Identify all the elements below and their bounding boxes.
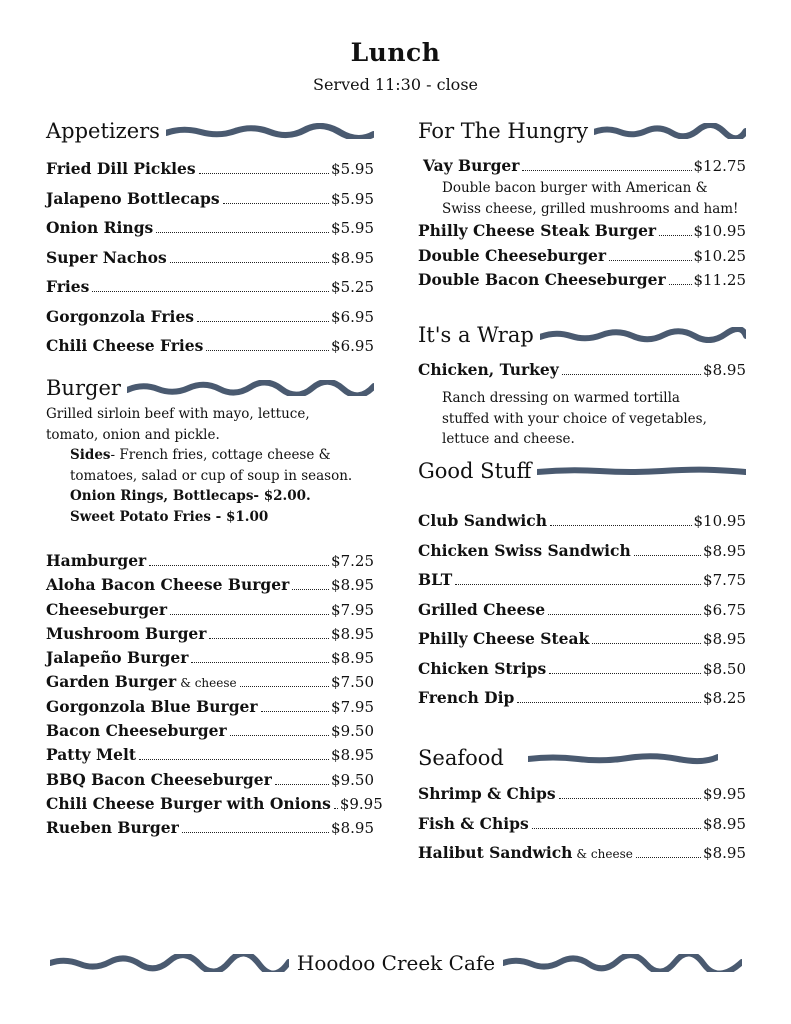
item-price: $8.50 — [703, 659, 746, 678]
dot-leader — [199, 173, 329, 174]
item-price: $6.75 — [703, 600, 746, 619]
dot-leader — [532, 828, 701, 829]
dot-leader — [609, 260, 691, 261]
item-price: $10.95 — [693, 222, 746, 241]
item-price: $9.95 — [339, 794, 383, 813]
item-name: Onion Rings — [46, 218, 154, 237]
dot-leader — [517, 702, 701, 703]
item-name: Jalapeño Burger — [46, 648, 189, 668]
menu-item — [418, 838, 746, 868]
item-name: Chili Cheese Burger with Onions — [46, 793, 331, 813]
sweet-potato-addon: Sweet Potato Fries - $1.00 — [70, 508, 269, 525]
item-name: Chicken, Turkey — [418, 360, 559, 379]
item-price: $8.95 — [331, 624, 374, 643]
page-title: Lunch — [350, 38, 441, 67]
wrap-heading: It's a Wrap — [418, 323, 534, 347]
dot-leader — [455, 584, 701, 585]
item-name: Philly Cheese Steak — [418, 629, 590, 648]
seafood-heading: Seafood — [418, 746, 504, 770]
menu-item — [46, 549, 374, 573]
menu-item — [46, 243, 374, 273]
item-price: $5.95 — [331, 160, 374, 178]
cafe-name: Hoodoo Creek Cafe — [296, 951, 496, 975]
menu-item — [418, 358, 746, 382]
item-price: $8.25 — [703, 689, 746, 707]
menu-item — [418, 506, 746, 536]
item-name: BLT — [418, 570, 453, 589]
item-price: $8.95 — [703, 844, 746, 862]
dot-leader — [191, 662, 329, 663]
item-price: $7.95 — [331, 600, 374, 619]
menu-item — [418, 683, 746, 713]
item-price: $10.95 — [693, 512, 746, 530]
onion-rings-addon: Onion Rings, Bottlecaps- $2.00. — [70, 488, 311, 504]
item-name: Garden Burger — [46, 672, 177, 692]
menu-item — [46, 816, 374, 840]
item-price: $8.95 — [703, 361, 746, 379]
item-price: $9.50 — [331, 722, 374, 741]
item-note: & cheese — [180, 676, 237, 691]
menu-item — [418, 654, 746, 684]
dot-leader — [562, 374, 701, 375]
vay-description: Double bacon burger with American & Swiss cheese, grilled mushrooms and ham! — [442, 180, 739, 217]
dot-leader — [261, 711, 329, 712]
footer — [50, 946, 742, 980]
seafood-list — [418, 779, 746, 868]
appetizers-list — [46, 154, 374, 361]
item-price: $8.95 — [331, 819, 374, 838]
dot-leader — [549, 673, 701, 674]
dot-leader — [149, 565, 329, 566]
wave-divider — [127, 380, 374, 396]
dot-leader — [223, 203, 329, 204]
item-name: Hamburger — [46, 551, 147, 570]
dot-leader — [209, 638, 329, 639]
item-name: Halibut Sandwich — [418, 843, 573, 862]
item-name: Fish & Chips — [418, 813, 529, 833]
menu-item — [46, 792, 383, 816]
dot-leader — [206, 350, 329, 351]
item-name: Double Bacon Cheeseburger — [418, 270, 666, 290]
dot-leader — [522, 170, 691, 171]
menu-item — [46, 768, 374, 792]
wave-divider — [166, 123, 374, 139]
dot-leader — [548, 614, 701, 615]
wave-divider — [594, 123, 746, 139]
wave-divider — [50, 954, 289, 972]
item-price: $7.25 — [331, 552, 374, 570]
wave-divider — [503, 954, 742, 972]
item-name: BBQ Bacon Cheeseburger — [46, 769, 272, 789]
item-name: Cheeseburger — [46, 599, 168, 619]
menu-item — [46, 331, 374, 361]
menu-item — [46, 646, 374, 670]
wave-divider — [540, 327, 746, 343]
menu-item — [418, 624, 746, 654]
item-name: Shrimp & Chips — [418, 784, 556, 803]
item-name: Grilled Cheese — [418, 599, 546, 619]
menu-item — [46, 154, 374, 184]
hungry-heading: For The Hungry — [418, 119, 589, 143]
item-name: Bacon Cheeseburger — [46, 721, 227, 741]
menu-item — [46, 573, 374, 597]
item-price: $7.75 — [703, 571, 746, 589]
item-price: $8.95 — [703, 541, 746, 560]
item-price: $8.95 — [703, 630, 746, 648]
dot-leader — [292, 589, 329, 590]
item-price: $7.50 — [331, 673, 374, 692]
dot-leader — [334, 808, 338, 809]
item-name: Philly Cheese Steak Burger — [418, 221, 657, 241]
item-name: Aloha Bacon Cheese Burger — [46, 575, 290, 595]
item-price: $8.95 — [331, 649, 374, 668]
menu-item — [418, 244, 746, 269]
item-name: Jalapeno Bottlecaps — [46, 188, 220, 208]
wave-divider — [537, 463, 746, 479]
menu-item — [418, 219, 746, 244]
item-note: & cheese — [576, 847, 633, 861]
burger-section — [46, 373, 383, 841]
serving-hours: Served 11:30 - close — [313, 75, 478, 94]
item-name: Super Nachos — [46, 247, 167, 267]
wave-divider — [528, 750, 718, 766]
dot-leader — [550, 525, 691, 526]
dot-leader — [197, 321, 329, 322]
sides-label: Sides — [70, 447, 111, 463]
good-stuff-section — [418, 456, 746, 713]
menu-item — [46, 272, 374, 302]
dot-leader — [669, 284, 692, 285]
item-name: Rueben Burger — [46, 818, 179, 838]
menu-item — [46, 695, 374, 719]
item-name: Chicken Strips — [418, 658, 547, 678]
good-stuff-heading: Good Stuff — [418, 459, 532, 483]
hungry-list — [418, 219, 746, 293]
dot-leader — [659, 235, 691, 236]
menu-item — [46, 622, 374, 646]
item-price: $6.95 — [331, 307, 374, 326]
dot-leader — [240, 686, 329, 687]
item-name: Patty Melt — [46, 745, 137, 765]
dot-leader — [156, 232, 329, 233]
dot-leader — [275, 784, 329, 785]
item-price: $5.95 — [331, 219, 374, 237]
menu-item — [46, 719, 374, 743]
menu-item — [418, 779, 746, 809]
item-price: $8.95 — [331, 746, 374, 765]
item-price: $8.95 — [331, 576, 374, 595]
item-price: $6.95 — [331, 337, 374, 355]
item-price: $8.95 — [703, 814, 746, 833]
dot-leader — [559, 798, 701, 799]
item-name: French Dip — [418, 688, 515, 707]
dot-leader — [139, 759, 329, 760]
wrap-description: Ranch dressing on warmed tortilla stuffed with your choice of vegetables, lettuce and cheese. — [442, 390, 707, 448]
appetizers-heading: Appetizers — [46, 119, 160, 143]
burger-heading: Burger — [46, 376, 121, 400]
burger-list — [46, 549, 383, 841]
item-name: Vay Burger — [423, 156, 520, 175]
item-name: Fries — [46, 277, 90, 296]
menu-item — [418, 595, 746, 625]
dot-leader — [170, 262, 329, 263]
menu-item — [46, 598, 374, 622]
item-name: Chili Cheese Fries — [46, 336, 204, 355]
dot-leader — [182, 832, 329, 833]
item-name: Gorgonzola Blue Burger — [46, 696, 258, 716]
menu-item — [46, 302, 374, 332]
dot-leader — [230, 735, 329, 736]
menu-item — [418, 268, 746, 293]
menu-item — [46, 213, 374, 243]
item-price: $5.25 — [331, 278, 374, 296]
menu-item — [418, 809, 746, 839]
item-name: Chicken Swiss Sandwich — [418, 540, 631, 560]
menu-item — [418, 536, 746, 566]
seafood-section — [418, 743, 746, 868]
item-name: Club Sandwich — [418, 511, 548, 530]
menu-item — [46, 670, 374, 694]
item-price: $9.50 — [331, 770, 374, 789]
dot-leader — [634, 555, 701, 556]
item-price: $5.95 — [331, 189, 374, 208]
item-name: Fried Dill Pickles — [46, 159, 196, 178]
item-name: Mushroom Burger — [46, 623, 207, 643]
dot-leader — [170, 614, 329, 615]
item-price: $7.95 — [331, 697, 374, 716]
item-name: Double Cheeseburger — [418, 245, 607, 265]
good-stuff-list — [418, 506, 746, 713]
item-price: $11.25 — [693, 271, 746, 290]
menu-item — [418, 154, 746, 178]
menu-item — [418, 565, 746, 595]
item-price: $12.75 — [693, 157, 746, 175]
appetizers-section — [46, 116, 374, 361]
wrap-section — [418, 320, 746, 450]
dot-leader — [592, 643, 701, 644]
menu-item — [46, 743, 374, 767]
item-name: Gorgonzola Fries — [46, 306, 195, 326]
hungry-section — [418, 116, 746, 293]
burger-description: Grilled sirloin beef with mayo, lettuce, tomato, onion and pickle. Sides- French fries, cottage cheese & tomatoes, salad or cup of soup in season. Onion Rings, Bottlecaps- $2.00. Sweet Potato Fries - $1.00 — [46, 404, 374, 527]
menu-item — [46, 184, 374, 214]
dot-leader — [636, 857, 701, 858]
item-price: $9.95 — [703, 785, 746, 803]
dot-leader — [92, 291, 329, 292]
item-price: $10.25 — [693, 246, 746, 265]
item-price: $8.95 — [331, 248, 374, 267]
